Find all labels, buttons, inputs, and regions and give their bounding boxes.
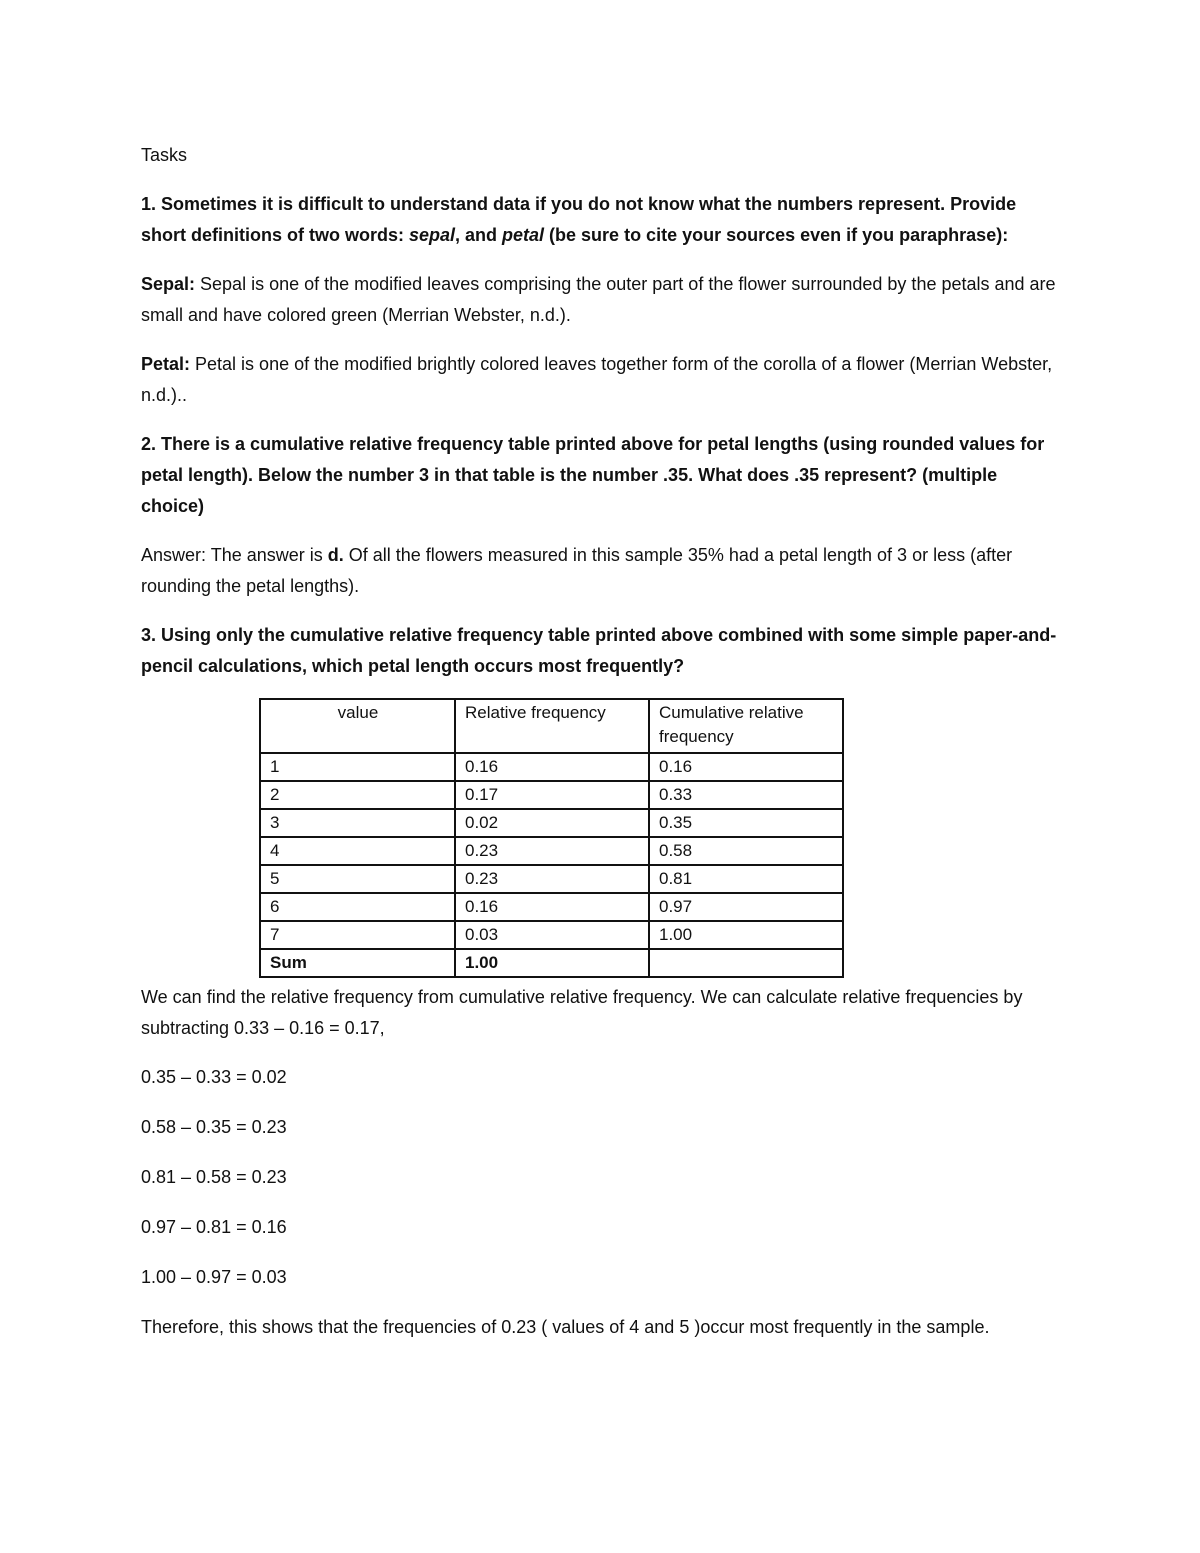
- table-header-row: [260, 699, 843, 753]
- calculation-line: 0.35 – 0.33 = 0.02: [141, 1067, 287, 1087]
- answer-2-rest: Of all the flowers measured in this sample 35% had a petal length of 3 or less (after rounding the petal lengths).: [141, 545, 1013, 596]
- sum-value: 1.00: [455, 949, 649, 977]
- cell-value: 7: [260, 921, 455, 949]
- petal-text: Petal is one of the modified brightly colored leaves together form of the corolla of a flower (Merrian Webster, n.d.)..: [141, 354, 1053, 405]
- cell-relative-frequency: 0.17: [455, 781, 649, 809]
- calculation-line: 0.58 – 0.35 = 0.23: [141, 1117, 287, 1137]
- document-page: [141, 140, 1061, 1343]
- question-1: [141, 189, 1061, 251]
- page-title: Tasks: [141, 145, 188, 165]
- cell-relative-frequency: 0.16: [455, 893, 649, 921]
- header-relative-frequency: Relative frequency: [455, 699, 649, 753]
- conclusion: Therefore, this shows that the frequencies of 0.23 ( values of 4 and 5 )occur most frequently in the sample.: [141, 1317, 990, 1337]
- question-2: 2. There is a cumulative relative frequency table printed above for petal lengths (using rounded values for petal length). Below the number 3 in that table is the number .35. What does .35 represent? (multiple choice): [141, 434, 1045, 516]
- cell-value: 1: [260, 753, 455, 781]
- table-row: [260, 753, 843, 781]
- calculation-line: 1.00 – 0.97 = 0.03: [141, 1267, 287, 1287]
- table-sum-row: [260, 949, 843, 977]
- sum-label: Sum: [260, 949, 455, 977]
- table-row: [260, 921, 843, 949]
- cell-cumulative-frequency: 0.97: [649, 893, 843, 921]
- table-row: [260, 893, 843, 921]
- cell-cumulative-frequency: 0.16: [649, 753, 843, 781]
- header-value: value: [260, 699, 455, 753]
- answer-2-choice: d.: [327, 545, 344, 565]
- sepal-definition: [141, 269, 1061, 331]
- table-row: [260, 837, 843, 865]
- explanation: We can find the relative frequency from cumulative relative frequency. We can calculate relative frequencies by subtracting 0.33 – 0.16 = 0.17,: [141, 987, 1023, 1038]
- question-1-text-a: 1. Sometimes it is difficult to understand data if you do not know what the numbers represent. Provide short definitions of two words:: [141, 194, 1017, 245]
- cell-cumulative-frequency: 0.81: [649, 865, 843, 893]
- header-cumulative-frequency: Cumulative relative frequency: [649, 699, 843, 753]
- answer-2: [141, 540, 1061, 602]
- cell-cumulative-frequency: 1.00: [649, 921, 843, 949]
- frequency-table: [259, 698, 844, 978]
- table-row: [260, 809, 843, 837]
- cell-cumulative-frequency: 0.33: [649, 781, 843, 809]
- question-1-word-petal: petal: [502, 225, 545, 245]
- question-1-word-sepal: sepal: [408, 225, 456, 245]
- question-1-text-c: (be sure to cite your sources even if you paraphrase):: [544, 225, 1009, 245]
- cell-relative-frequency: 0.23: [455, 865, 649, 893]
- cell-relative-frequency: 0.16: [455, 753, 649, 781]
- cell-value: 3: [260, 809, 455, 837]
- calculation-line: 0.97 – 0.81 = 0.16: [141, 1217, 287, 1237]
- sum-cumulative: [649, 949, 843, 977]
- question-3: 3. Using only the cumulative relative frequency table printed above combined with some simple paper-and-pencil calculations, which petal length occurs most frequently?: [141, 625, 1057, 676]
- cell-value: 4: [260, 837, 455, 865]
- petal-label: Petal:: [141, 354, 191, 374]
- calculation-line: 0.81 – 0.58 = 0.23: [141, 1167, 287, 1187]
- cell-relative-frequency: 0.03: [455, 921, 649, 949]
- answer-2-prefix: Answer: The answer is: [141, 545, 328, 565]
- cell-relative-frequency: 0.23: [455, 837, 649, 865]
- table-row: [260, 781, 843, 809]
- sepal-text: Sepal is one of the modified leaves comprising the outer part of the flower surrounded by the petals and are small and have colored green (Merrian Webster, n.d.).: [141, 274, 1056, 325]
- cell-cumulative-frequency: 0.35: [649, 809, 843, 837]
- table-row: [260, 865, 843, 893]
- petal-definition: [141, 349, 1061, 411]
- question-1-text-b: , and: [455, 225, 503, 245]
- cell-value: 5: [260, 865, 455, 893]
- cell-cumulative-frequency: 0.58: [649, 837, 843, 865]
- sepal-label: Sepal:: [141, 274, 196, 294]
- cell-relative-frequency: 0.02: [455, 809, 649, 837]
- cell-value: 2: [260, 781, 455, 809]
- cell-value: 6: [260, 893, 455, 921]
